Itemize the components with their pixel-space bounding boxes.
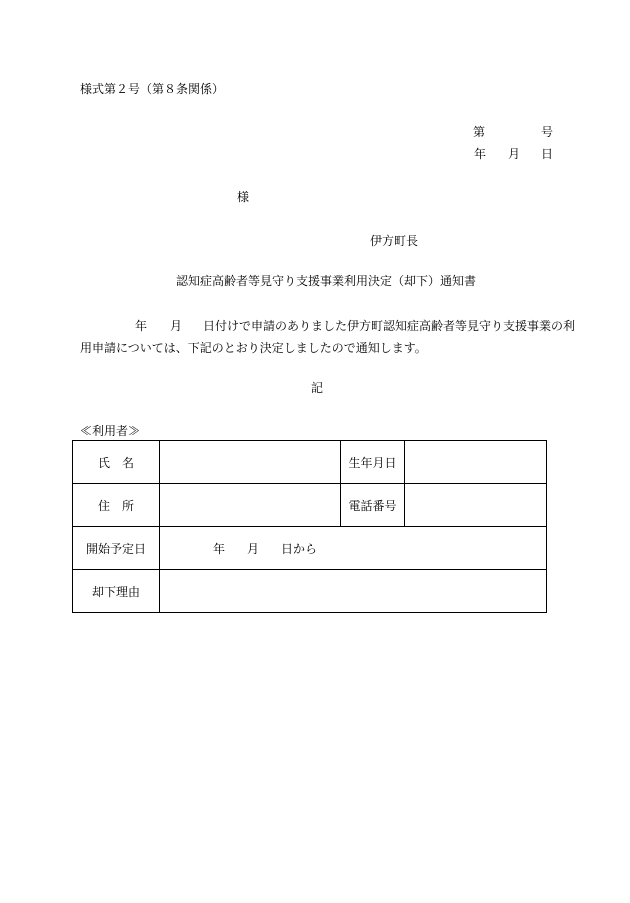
- birthdate-label: 生年月日: [341, 441, 405, 484]
- body-text-line-1: 日付けで申請のありました伊方町認知症高齢者等見守り支援事業の利: [203, 319, 576, 333]
- document-number-suffix: 号: [541, 125, 554, 139]
- name-label: 氏 名: [73, 441, 160, 484]
- issuer: 伊方町長: [370, 234, 419, 248]
- start-date-label: 開始予定日: [73, 527, 160, 570]
- document-title: 認知症高齢者等見守り支援事業利用決定（却下）通知書: [176, 274, 477, 288]
- birthdate-field[interactable]: [405, 441, 547, 484]
- addressee-honorific: 様: [237, 190, 250, 204]
- phone-label: 電話番号: [341, 484, 405, 527]
- address-field[interactable]: [160, 484, 341, 527]
- rejection-reason-field[interactable]: [160, 570, 547, 613]
- user-info-table: [72, 440, 547, 613]
- table-row: [73, 441, 547, 484]
- body-year: 年: [135, 319, 148, 333]
- date-year: 年: [474, 147, 487, 161]
- table-row: [73, 527, 547, 570]
- body-text-line-2: 用申請については、下記のとおり決定しましたので通知します。: [80, 341, 427, 355]
- name-field[interactable]: [160, 441, 341, 484]
- ki-heading: 記: [311, 381, 324, 395]
- start-date-month: 月: [247, 541, 260, 556]
- phone-field[interactable]: [405, 484, 547, 527]
- address-label: 住 所: [73, 484, 160, 527]
- form-number: 様式第２号（第８条関係）: [80, 82, 225, 96]
- rejection-reason-label: 却下理由: [73, 570, 160, 613]
- table-row: [73, 570, 547, 613]
- table-row: [73, 484, 547, 527]
- start-date-field[interactable]: [160, 527, 547, 570]
- start-date-year: 年: [213, 541, 226, 556]
- document-number-prefix: 第: [473, 125, 486, 139]
- date-month: 月: [508, 147, 521, 161]
- start-date-day: 日から: [281, 541, 318, 556]
- date-day: 日: [541, 147, 554, 161]
- section-label-user: ≪利用者≫: [80, 424, 141, 438]
- body-month: 月: [170, 319, 183, 333]
